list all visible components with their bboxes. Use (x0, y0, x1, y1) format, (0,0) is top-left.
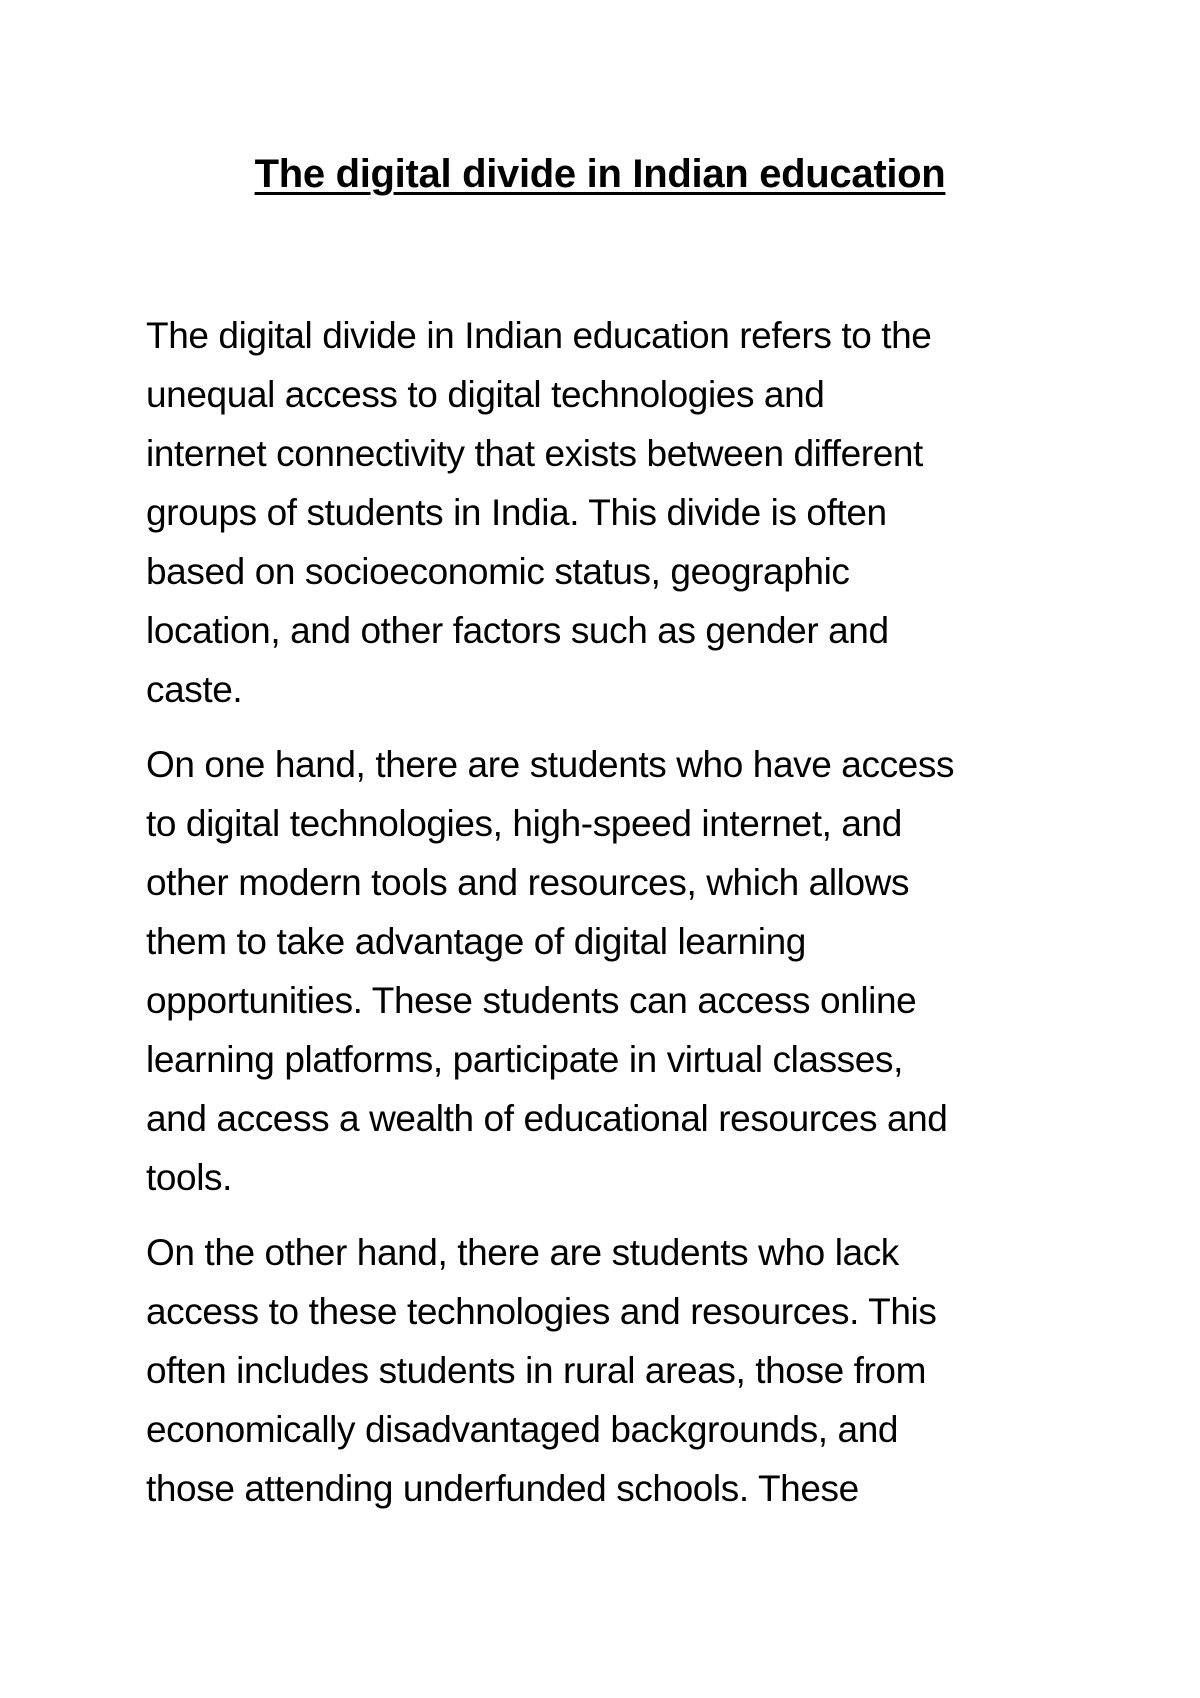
paragraph-line: On one hand, there are students who have access (146, 744, 955, 785)
paragraph-line: access to these technologies and resources. This (146, 1291, 937, 1332)
paragraph-line: internet connectivity that exists between different (146, 433, 923, 474)
paragraph-1 (146, 306, 1076, 719)
paragraph-line: tools. (146, 1157, 233, 1198)
paragraph-line: those attending underfunded schools. These (146, 1468, 859, 1509)
paragraph-3 (146, 1223, 1076, 1518)
document-body (146, 306, 1076, 1534)
paragraph-line: opportunities. These students can access online (146, 980, 917, 1021)
paragraph-line: location, and other factors such as gender and (146, 610, 889, 651)
paragraph-line: to digital technologies, high-speed internet, and (146, 803, 902, 844)
paragraph-2 (146, 735, 1076, 1207)
paragraph-line: caste. (146, 669, 243, 710)
paragraph-line: economically disadvantaged backgrounds, and (146, 1409, 899, 1450)
paragraph-line: learning platforms, participate in virtual classes, (146, 1039, 903, 1080)
paragraph-line: The digital divide in Indian education refers to the (146, 315, 932, 356)
paragraph-line: On the other hand, there are students who lack (146, 1232, 899, 1273)
document-title: The digital divide in Indian education (254, 152, 946, 196)
paragraph-line: other modern tools and resources, which allows (146, 862, 910, 903)
paragraph-line: and access a wealth of educational resources and (146, 1098, 948, 1139)
paragraph-line: unequal access to digital technologies and (146, 374, 825, 415)
paragraph-line: often includes students in rural areas, those from (146, 1350, 927, 1391)
paragraph-line: them to take advantage of digital learning (146, 921, 806, 962)
paragraph-line: groups of students in India. This divide is often (146, 492, 887, 533)
paragraph-line: based on socioeconomic status, geographic (146, 551, 850, 592)
